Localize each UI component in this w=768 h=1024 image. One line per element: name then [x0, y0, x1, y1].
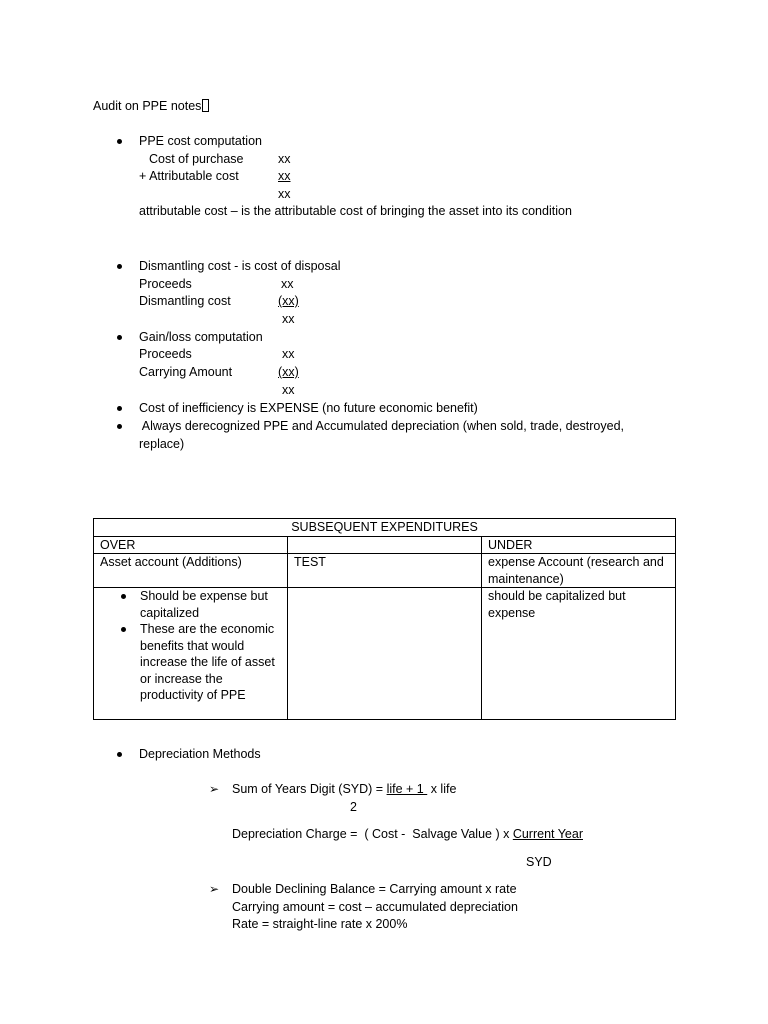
charge-prefix: Depreciation Charge = ( Cost - Salvage Value ) x: [232, 827, 513, 841]
ddb-line1: Double Declining Balance = Carrying amount x rate: [232, 882, 517, 896]
gain-loss-total: xx: [282, 383, 295, 397]
gain-loss-line1-value: xx: [282, 347, 295, 361]
dismantling-heading: Dismantling cost - is cost of disposal: [139, 259, 341, 273]
derecognize-text-line1: Always derecognized PPE and Accumulated depreciation (when sold, trade, destroyed,: [139, 419, 625, 433]
bullet-icon: [117, 424, 122, 429]
bullet-icon: [117, 406, 122, 411]
ddb-line3: Rate = straight-line rate x 200%: [232, 917, 408, 931]
depreciation-charge-formula: [232, 826, 583, 843]
bullet-icon: [121, 627, 126, 632]
gain-loss-line2-label: Carrying Amount: [139, 365, 233, 379]
ppe-cost-line2-value: xx: [278, 169, 291, 183]
charge-denominator: SYD: [526, 855, 552, 869]
bullet-icon: [117, 335, 122, 340]
ppe-cost-line2-label: + Attributable cost: [139, 169, 239, 183]
page-title: Audit on PPE notes: [93, 99, 202, 113]
syd-formula: [232, 781, 456, 798]
cell-asset-account: Asset account (Additions): [94, 554, 288, 588]
cell-blank: [288, 588, 482, 720]
ddb-line2: Carrying amount = cost – accumulated depreciation: [232, 900, 518, 914]
syd-suffix: x life: [427, 782, 457, 796]
bullet-icon: [117, 139, 122, 144]
gain-loss-heading: Gain/loss computation: [139, 330, 263, 344]
dismantling-line2-value: (xx): [278, 294, 299, 308]
bullet-icon: [121, 594, 126, 599]
syd-denominator: 2: [350, 800, 357, 814]
ppe-cost-total: xx: [278, 187, 291, 201]
table-header-row: [94, 536, 676, 554]
dismantling-line1-label: Proceeds: [139, 277, 192, 291]
header-under: UNDER: [482, 536, 676, 554]
ppe-cost-line1-value: xx: [278, 152, 291, 166]
dismantling-line1-value: xx: [281, 277, 294, 291]
gain-loss-line1-label: Proceeds: [139, 347, 192, 361]
gain-loss-line2-value: (xx): [278, 365, 299, 379]
depreciation-heading: Depreciation Methods: [139, 747, 261, 761]
subsequent-expenditures-table: [93, 518, 676, 720]
table-title: SUBSEQUENT EXPENDITURES: [94, 519, 676, 537]
header-over: OVER: [94, 536, 288, 554]
ppe-cost-heading: PPE cost computation: [139, 134, 262, 148]
syd-prefix: Sum of Years Digit (SYD) =: [232, 782, 387, 796]
table-row: [94, 554, 676, 588]
list-item: [140, 588, 281, 621]
arrow-bullet-icon: ➢: [209, 782, 220, 796]
table-row: [94, 588, 676, 720]
table-title-row: [94, 519, 676, 537]
charge-numerator: Current Year: [512, 827, 583, 841]
derecognize-text-line2: replace): [139, 437, 185, 451]
list-item: [140, 621, 281, 704]
ppe-cost-line1-label: Cost of purchase: [149, 152, 244, 166]
list-item-text: These are the economic benefits that would increase the life of asset or increase the productivity of PPE: [140, 622, 275, 702]
bullet-icon: [117, 264, 122, 269]
syd-numerator: life + 1: [386, 782, 428, 796]
list-item-text: Should be expense but capitalized: [140, 589, 268, 620]
cell-test: TEST: [288, 554, 482, 588]
ppe-cost-note: attributable cost – is the attributable cost of bringing the asset into its condition: [139, 204, 572, 218]
header-blank: [288, 536, 482, 554]
dismantling-line2-label: Dismantling cost: [139, 294, 231, 308]
inefficiency-text: Cost of inefficiency is EXPENSE (no future economic benefit): [139, 401, 478, 415]
cell-over-details: [94, 588, 288, 720]
cell-expense-account: expense Account (research and maintenance): [482, 554, 676, 588]
cell-under-details: should be capitalized but expense: [482, 588, 676, 720]
missing-glyph-icon: [202, 99, 209, 112]
dismantling-total: xx: [282, 312, 295, 326]
bullet-icon: [117, 752, 122, 757]
arrow-bullet-icon: ➢: [209, 882, 220, 896]
